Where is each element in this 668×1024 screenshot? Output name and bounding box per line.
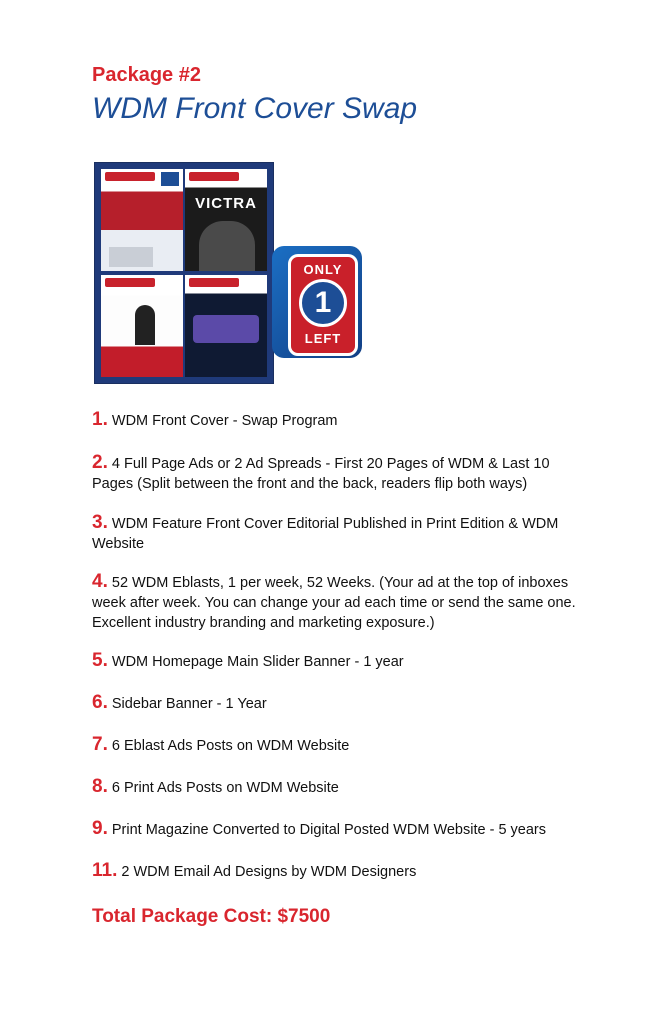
item-text: Print Magazine Converted to Digital Posted WDM Website - 5 years <box>111 822 546 838</box>
page-title: WDM Front Cover Swap <box>92 92 418 125</box>
item-number: 6. <box>92 692 108 713</box>
list-item <box>92 453 592 494</box>
cover-photo <box>199 221 255 271</box>
item-number: 7. <box>92 734 108 755</box>
list-item <box>92 735 592 756</box>
item-number: 5. <box>92 650 108 671</box>
item-text: WDM Front Cover - Swap Program <box>111 413 338 429</box>
list-item <box>92 410 592 431</box>
masthead <box>105 278 155 287</box>
list-item <box>92 651 592 672</box>
item-text: 6 Print Ads Posts on WDM Website <box>111 780 339 796</box>
building-image <box>109 247 153 267</box>
only-one-left-badge <box>272 246 362 358</box>
list-item <box>92 693 592 714</box>
masthead <box>105 172 155 181</box>
magazine-cover-distribution <box>101 169 183 271</box>
cover-badge <box>161 172 179 186</box>
masthead <box>189 172 239 181</box>
badge-only-label: ONLY <box>303 262 343 277</box>
magazine-cover-marketplace <box>185 275 267 377</box>
item-text: WDM Homepage Main Slider Banner - 1 year <box>111 654 404 670</box>
item-number: 9. <box>92 818 108 839</box>
magazine-covers-collage <box>94 162 274 384</box>
item-number: 4. <box>92 571 108 592</box>
list-item <box>92 819 592 840</box>
item-number: 1. <box>92 409 108 430</box>
cover-photo <box>193 315 259 343</box>
package-label: Package #2 <box>92 64 201 86</box>
list-item <box>92 513 592 554</box>
list-item <box>92 572 592 633</box>
masthead <box>189 278 239 287</box>
magazine-cover-wireless <box>101 275 183 377</box>
item-number: 8. <box>92 776 108 797</box>
item-text: 6 Eblast Ads Posts on WDM Website <box>111 738 350 754</box>
item-number: 3. <box>92 512 108 533</box>
total-package-cost: Total Package Cost: $7500 <box>92 906 331 927</box>
item-text: 4 Full Page Ads or 2 Ad Spreads - First 20 Pages of WDM & Last 10 Pages (Split between the front and the back, readers flip both ways) <box>92 456 550 492</box>
magazine-cover-victra <box>185 169 267 271</box>
item-text: 52 WDM Eblasts, 1 per week, 52 Weeks. (Your ad at the top of inboxes week after week. You can change your ad each time or send the same one. Excellent industry branding and marketing exposure.) <box>92 575 576 631</box>
cover-photo <box>135 305 155 345</box>
item-number: 11. <box>92 860 118 881</box>
item-text: WDM Feature Front Cover Editorial Published in Print Edition & WDM Website <box>92 516 559 552</box>
list-item <box>92 861 592 882</box>
badge-left-label: LEFT <box>304 331 342 346</box>
item-number: 2. <box>92 452 108 473</box>
item-text: Sidebar Banner - 1 Year <box>111 696 267 712</box>
badge-number: 1 <box>299 279 347 327</box>
list-item <box>92 777 592 798</box>
item-text: 2 WDM Email Ad Designs by WDM Designers <box>121 864 417 880</box>
cover-headline: VICTRA <box>195 195 257 212</box>
